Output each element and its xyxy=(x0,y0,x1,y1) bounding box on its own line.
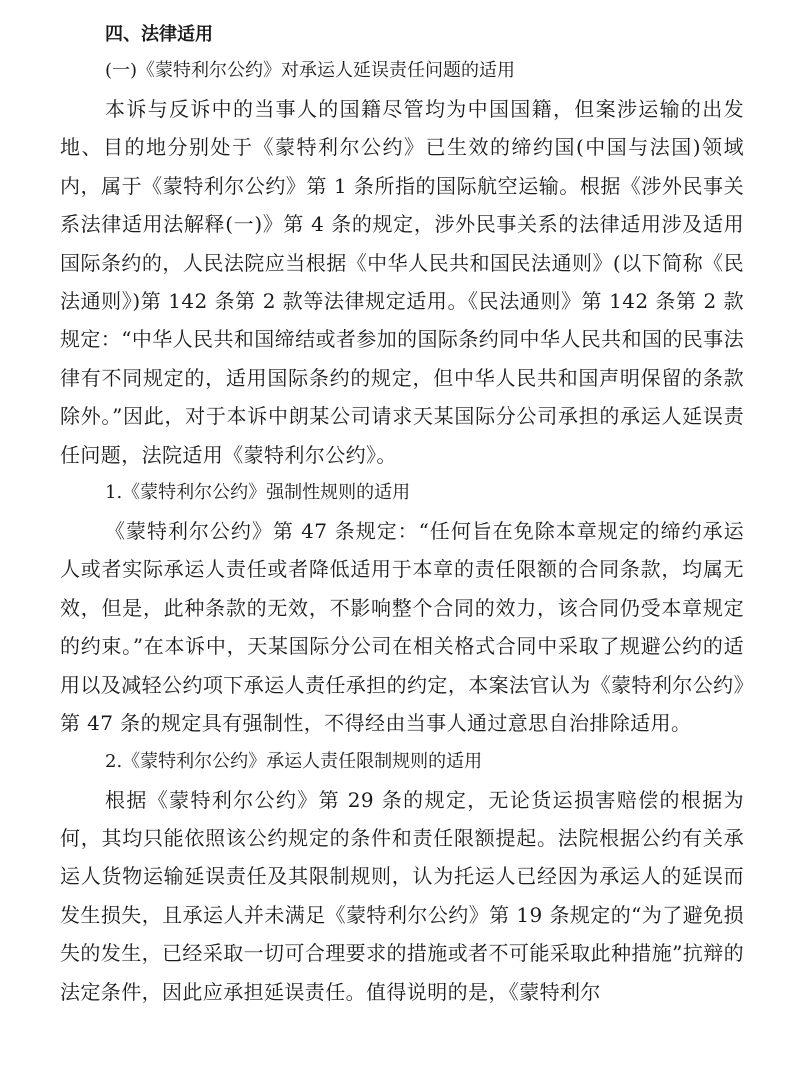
paragraph-1: 本诉与反诉中的当事人的国籍尽管均为中国国籍，但案涉运输的出发地、目的地分别处于《蒙特利尔公约》已生效的缔约国(中国与法国)领域内，属于《蒙特利尔公约》第 1 条所指的国际航空运输。根据《涉外民事关系法律适用法解释(一)》第 4 条的规定，涉外民事关系的法律适用涉及适用国际条约的，人民法院应当根据《中华人民共和国民法通则》(以下简称《民法通则》)第 142 条第 2 款等法律规定适用。《民法通则》第 142 条第 2 款规定：“中华人民共和国缔结或者参加的国际条约同中华人民共和国的民事法律有不同规定的，适用国际条约的规定，但中华人民共和国声明保留的条款除外。”因此，对于本诉中朗某公司请求天某国际分公司承担的承运人延误责任问题，法院适用《蒙特利尔公约》。 xyxy=(60,97,744,467)
document-page xyxy=(60,18,744,1011)
section-heading: 四、法律适用 xyxy=(105,24,213,45)
subsection-heading: (一)《蒙特利尔公约》对承运人延误责任问题的适用 xyxy=(105,60,516,81)
paragraph-2: 《蒙特利尔公约》第 47 条规定：“任何旨在免除本章规定的缔约承运人或者实际承运人责任或者降低适用于本章的责任限额的合同条款，均属无效，但是，此种条款的无效，不影响整个合同的效力，该合同仍受本章规定的约束。”在本诉中，天某国际分公司在相关格式合同中采取了规避公约的适用以及减轻公约项下承运人责任承担的约定，本案法官认为《蒙特利尔公约》第 47 条的规定具有强制性，不得经由当事人通过意思自治排除适用。 xyxy=(60,519,744,736)
paragraph-3: 根据《蒙特利尔公约》第 29 条的规定，无论货运损害赔偿的根据为何，其均只能依照该公约规定的条件和责任限额提起。法院根据公约有关承运人货物运输延误责任及其限制规则，认为托运人已经因为承运人的延误而发生损失，且承运人并未满足《蒙特利尔公约》第 19 条规定的“为了避免损失的发生，已经采取一切可合理要求的措施或者不可能采取此种措施”抗辩的法定条件，因此应承担延误责任。值得说明的是，《蒙特利尔 xyxy=(60,787,744,1004)
point-2-heading: 2.《蒙特利尔公约》承运人责任限制规则的适用 xyxy=(105,750,483,772)
point-1-heading: 1.《蒙特利尔公约》强制性规则的适用 xyxy=(105,482,411,504)
